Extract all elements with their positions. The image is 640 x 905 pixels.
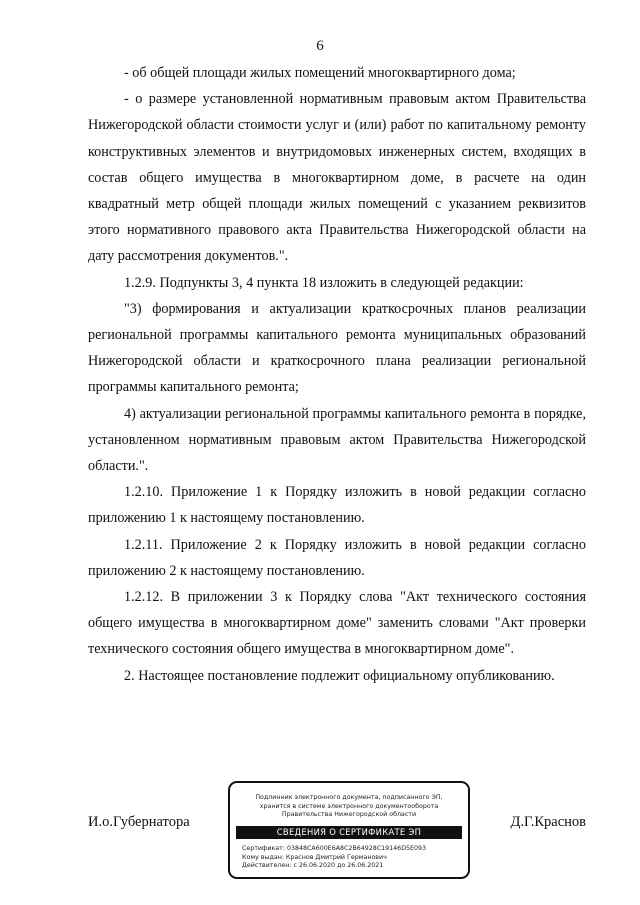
stamp-note bbox=[230, 794, 468, 820]
paragraph: 2. Настоящее постановление подлежит официальному опубликованию. bbox=[124, 667, 555, 684]
paragraph: 4) актуализации региональной программы капитального ремонта в порядке, установленном нормативным правовым актом Правительства Нижегородской области.". bbox=[88, 405, 586, 475]
paragraph: 1.2.12. В приложении 3 к Порядку слова "Акт технического состояния общего имущества в многоквартирном доме" заменить словами "Акт проверки технического состояния общего имущества в многоквартирном доме". bbox=[88, 589, 586, 658]
certificate-owner: Кому выдан: Краснов Дмитрий Германович bbox=[242, 853, 387, 861]
paragraph: 1.2.9. Подпункты 3, 4 пункта 18 изложить в следующей редакции: bbox=[124, 274, 524, 291]
paragraph: 1.2.11. Приложение 2 к Порядку изложить в новой редакции согласно приложению 2 к настоящему постановлению. bbox=[88, 536, 586, 579]
certificate-number: Сертификат: 03848CA600E6A8C2B64928C19146D5E093 bbox=[242, 844, 427, 852]
paragraph: "3) формирования и актуализации краткосрочных планов реализации региональной программы капитального ремонта муниципальных образований Нижегородской области и краткосрочного плана реализации региональной программы капитального ремонта; bbox=[88, 300, 586, 396]
certificate-validity: Действителен: с 26.06.2020 до 26.06.2021 bbox=[242, 862, 384, 870]
paragraph: 1.2.10. Приложение 1 к Порядку изложить в новой редакции согласно приложению 1 к настоящему постановлению. bbox=[88, 484, 586, 527]
stamp-note-line: Правительства Нижегородской области bbox=[281, 811, 417, 819]
paragraph: - об общей площади жилых помещений многоквартирного дома; bbox=[124, 65, 516, 81]
stamp-note-line: хранится в системе электронного документооборота bbox=[259, 802, 439, 810]
page-number: 6 bbox=[316, 38, 324, 54]
paragraph: - о размере установленной нормативным правовым актом Правительства Нижегородской области стоимости услуг и (или) работ по капитальному ремонту конструктивных элементов и внутридомовых инженерных систем, входящих в состав общего имущества в многоквартирном доме, в расчете на один квадратный метр общей площади жилых помещений с указанием реквизитов этого нормативного правового акта Правительства Нижегородской области на дату рассмотрения документов.". bbox=[88, 91, 586, 265]
signatory-name: Д.Г.Краснов bbox=[510, 814, 586, 830]
signatory-position: И.о.Губернатора bbox=[88, 814, 190, 830]
electronic-signature-stamp bbox=[228, 781, 470, 879]
stamp-details bbox=[242, 845, 468, 871]
document-body bbox=[88, 60, 586, 689]
stamp-header: СВЕДЕНИЯ О СЕРТИФИКАТЕ ЭП bbox=[236, 826, 462, 839]
stamp-note-line: Подлинник электронного документа, подписанного ЭП, bbox=[255, 794, 443, 801]
